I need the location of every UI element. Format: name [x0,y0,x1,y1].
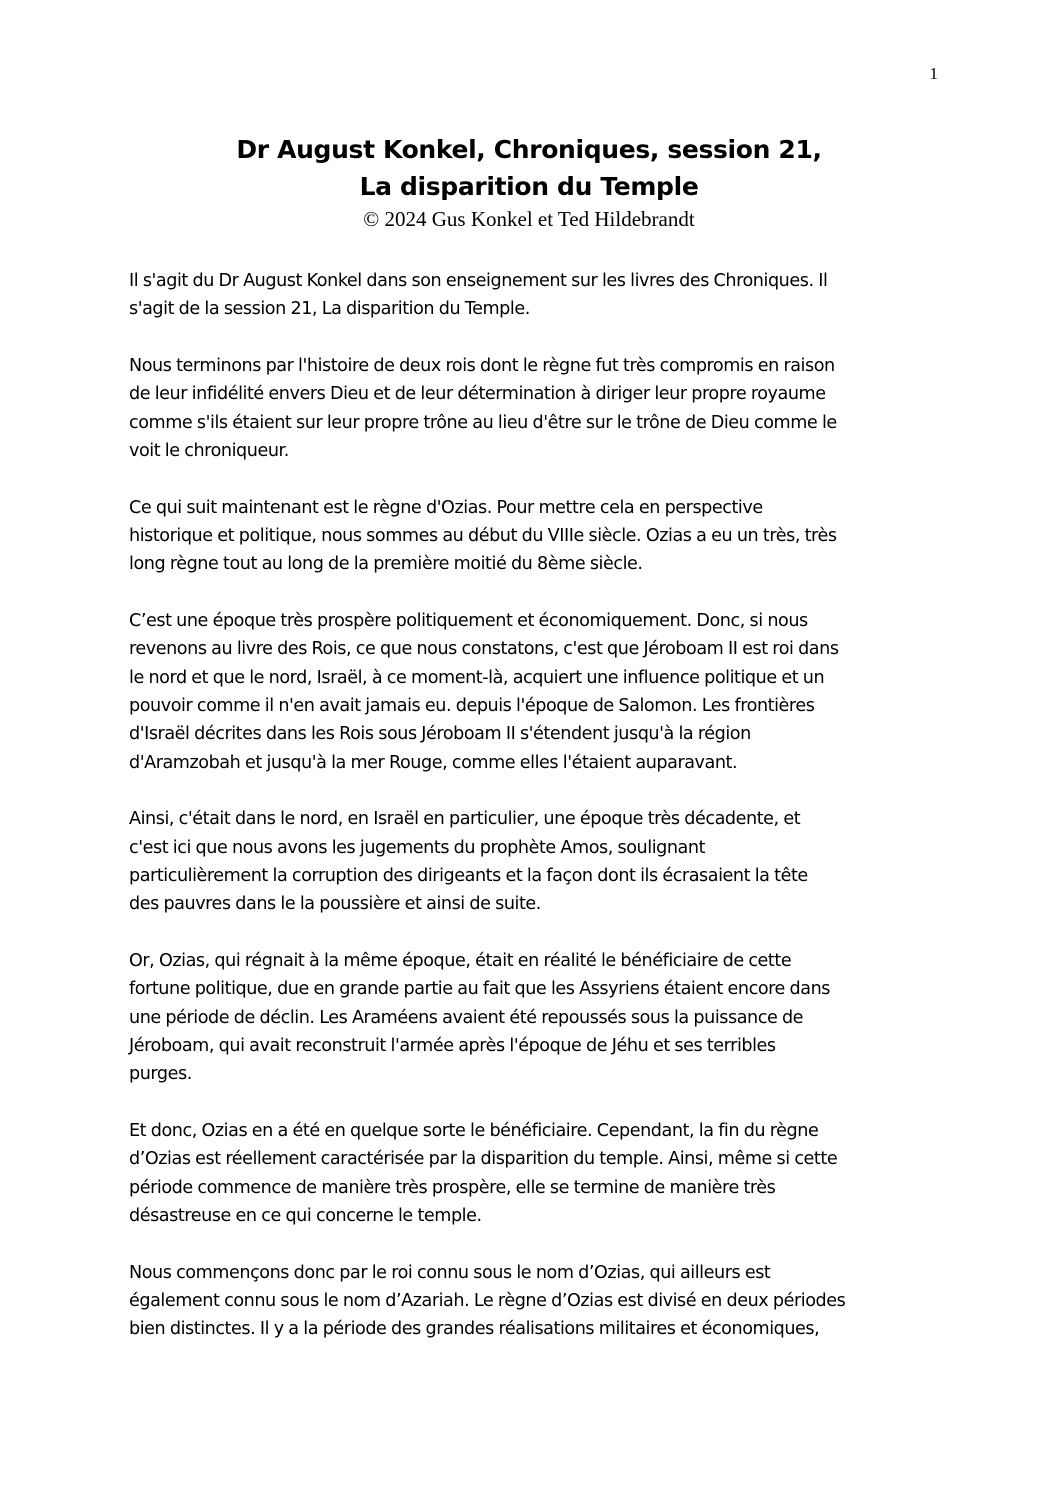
document-header [0,131,1058,232]
document-body [129,267,939,1372]
text-line: comme s'ils étaient sur leur propre trône au lieu d'être sur le trône de Dieu comme le [129,412,837,433]
paragraph [129,607,939,777]
text-line: Or, Ozias, qui régnait à la même époque, était en réalité le bénéficiaire de cette [129,951,792,972]
text-line: s'agit de la session 21, La disparition du Temple. [129,299,530,320]
text-line: historique et politique, nous sommes au début du VIIIe siècle. Ozias a eu un très, très [129,526,837,547]
paragraph [129,1259,939,1344]
text-line: Ce qui suit maintenant est le règne d'Ozias. Pour mettre cela en perspective [129,497,763,518]
text-line: long règne tout au long de la première moitié du 8ème siècle. [129,554,643,575]
paragraph [129,805,939,918]
document-title-line-2: La disparition du Temple [359,172,699,201]
copyright-notice: © 2024 Gus Konkel et Ted Hildebrandt [363,207,695,231]
text-line: particulièrement la corruption des dirigeants et la façon dont ils écrasaient la tête [129,866,808,887]
text-line: Nous terminons par l'histoire de deux rois dont le règne fut très compromis en raison [129,356,835,377]
text-line: Et donc, Ozias en a été en quelque sorte le bénéficiaire. Cependant, la fin du règne [129,1121,819,1142]
paragraph [129,352,939,465]
text-line: de leur infidélité envers Dieu et de leur détermination à diriger leur propre royaume [129,384,826,405]
text-line: bien distinctes. Il y a la période des grandes réalisations militaires et économiques, [129,1319,820,1340]
text-line: pouvoir comme il n'en avait jamais eu. depuis l'époque de Salomon. Les frontières [129,696,815,717]
text-line: période commence de manière très prospère, elle se termine de manière très [129,1177,776,1198]
text-line: également connu sous le nom d’Azariah. Le règne d’Ozias est divisé en deux périodes [129,1291,846,1312]
text-line: Nous commençons donc par le roi connu sous le nom d’Ozias, qui ailleurs est [129,1262,771,1283]
paragraph [129,494,939,579]
text-line: d’Ozias est réellement caractérisée par la disparition du temple. Ainsi, même si cette [129,1149,838,1170]
text-line: voit le chroniqueur. [129,440,289,461]
text-line: Il s'agit du Dr August Konkel dans son enseignement sur les livres des Chroniques. Il [129,271,828,291]
text-line: d'Israël décrites dans les Rois sous Jéroboam II s'étendent jusqu'à la région [129,724,751,745]
document-title-line-1: Dr August Konkel, Chroniques, session 21, [236,135,822,164]
page-number: 1 [929,64,938,83]
paragraph [129,267,939,324]
text-line: des pauvres dans le la poussière et ainsi de suite. [129,894,541,915]
text-line: désastreuse en ce qui concerne le temple. [129,1206,482,1227]
text-line: d'Aramzobah et jusqu'à la mer Rouge, comme elles l'étaient auparavant. [129,752,738,773]
text-line: une période de déclin. Les Araméens avaient été repoussés sous la puissance de [129,1007,804,1028]
paragraph [129,1117,939,1230]
text-line: Ainsi, c'était dans le nord, en Israël en particulier, une époque très décadente, et [129,809,801,830]
text-line: fortune politique, due en grande partie au fait que les Assyriens étaient encore dans [129,979,831,1000]
text-line: purges. [129,1064,192,1085]
text-line: C’est une époque très prospère politiquement et économiquement. Donc, si nous [129,611,808,632]
text-line: le nord et que le nord, Israël, à ce moment-là, acquiert une influence politique et un [129,667,825,688]
text-line: Jéroboam, qui avait reconstruit l'armée après l'époque de Jéhu et ses terribles [129,1036,776,1057]
paragraph [129,947,939,1088]
text-line: c'est ici que nous avons les jugements du prophète Amos, soulignant [129,837,706,858]
text-line: revenons au livre des Rois, ce que nous constatons, c'est que Jéroboam II est roi dans [129,639,839,660]
